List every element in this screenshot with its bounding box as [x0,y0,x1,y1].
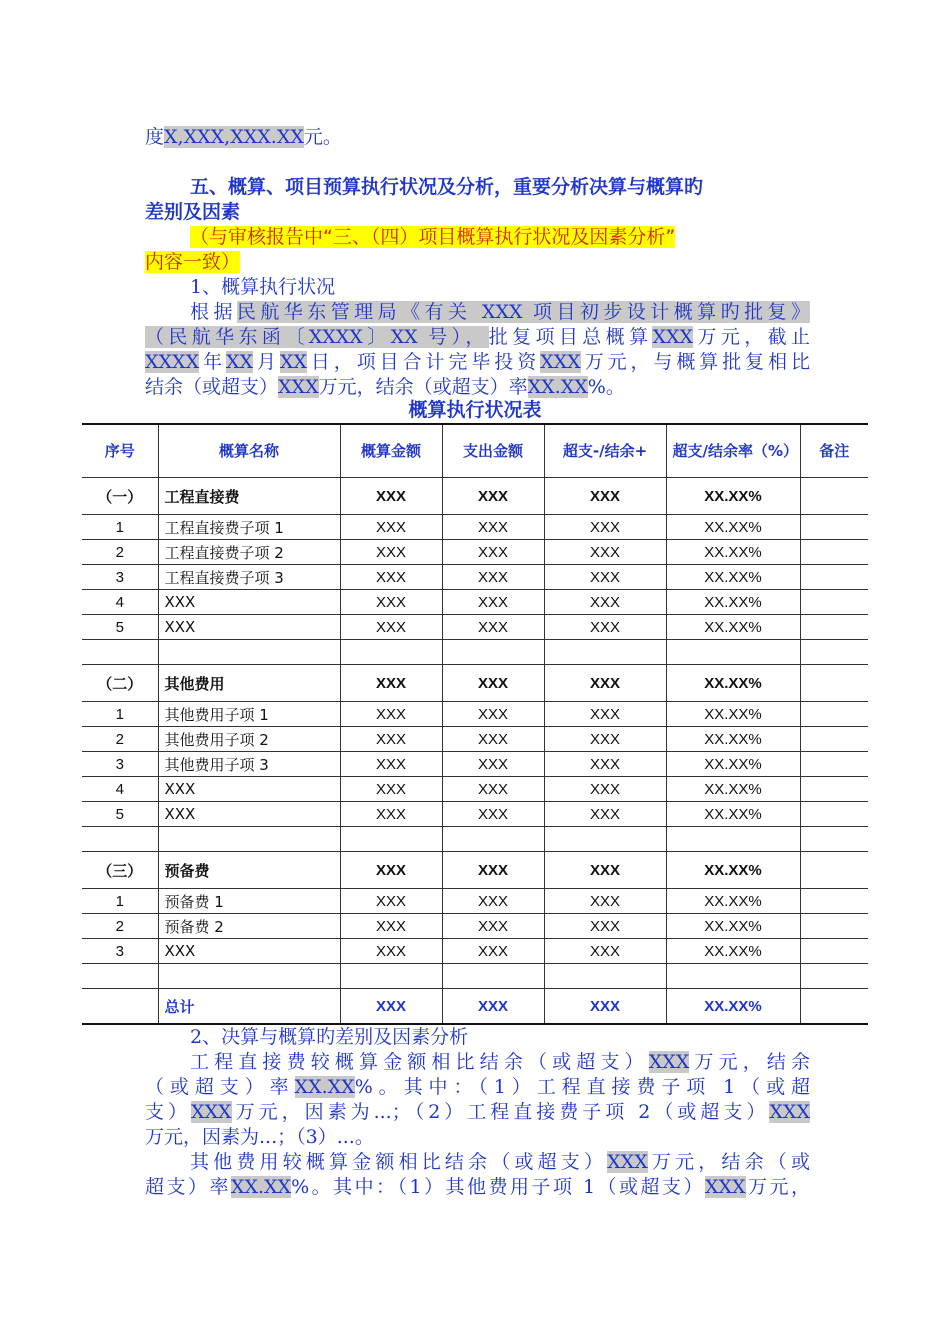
cell-empty [544,827,666,852]
b2-e: 万元， [745,1176,810,1198]
cell-rate: XX.XX% [666,727,800,752]
cell-no: 1 [82,889,158,914]
intro-line [145,125,810,150]
cell-empty [158,827,340,852]
cell-empty [442,964,544,989]
cell-empty [340,964,442,989]
cell-budget: XXX [340,727,442,752]
a3-a: 支） [145,1101,191,1123]
table-row [82,565,868,590]
cell-no: 1 [82,702,158,727]
header-diff: 超支-/结余+ [544,424,666,478]
p3-f: 日，项目合计完毕投资 [306,351,541,373]
p4-d: XX.XX [527,376,588,398]
header-name: 概算名称 [158,424,340,478]
analysis-line2 [145,1075,810,1100]
cell-rate: XX.XX% [666,889,800,914]
cell-note [800,615,868,640]
b2-b: XX.XX [230,1176,292,1198]
p3-h: 万元，与概算批复相比 [580,351,810,373]
b2-d: XXX [704,1176,746,1198]
cell-spend: XXX [442,727,544,752]
cell-note [800,914,868,939]
blank-row [82,827,868,852]
cell-name: 工程直接费子项 1 [158,515,340,540]
total-row [82,989,868,1025]
header-spend: 支出金额 [442,424,544,478]
cell-empty [158,640,340,665]
cell-empty [82,827,158,852]
note-line2 [145,250,810,275]
cell-diff: XXX [544,665,666,702]
a1-b: XXX [648,1051,690,1073]
cell-no: 5 [82,615,158,640]
cell-empty [800,964,868,989]
cell-note [800,727,868,752]
cell-note [800,852,868,889]
table-row [82,777,868,802]
a3-b: XXX [191,1101,232,1123]
cell-rate: XX.XX% [666,939,800,964]
header-rate: 超支/结余率（%） [666,424,800,478]
cell-note [800,540,868,565]
cell-empty [340,827,442,852]
cell-rate: XX.XX% [666,540,800,565]
cell-spend: XXX [442,565,544,590]
cell-rate: XX.XX% [666,852,800,889]
p4-e: %。 [587,376,625,398]
cell-note [800,777,868,802]
cell-note [800,478,868,515]
table-row [82,540,868,565]
a2-a: （或超支）率 [145,1076,295,1098]
cell-budget: XXX [340,702,442,727]
cell-spend: XXX [442,889,544,914]
p3-g: XXX [540,351,581,373]
paragraph1-line3 [145,350,810,375]
cell-diff: XXX [544,989,666,1025]
paragraph1-line2 [145,325,810,350]
cell-budget: XXX [340,565,442,590]
b1-a: 其他费用较概算金额相比结余（或超支） [190,1151,608,1173]
cell-rate: XX.XX% [666,989,800,1025]
cell-empty [158,964,340,989]
cell-name: XXX [158,939,340,964]
cell-spend: XXX [442,590,544,615]
table-header-row [82,424,868,478]
cell-rate: XX.XX% [666,515,800,540]
cell-diff: XXX [544,478,666,515]
blank-row [82,640,868,665]
p4-b: XXX [278,376,319,398]
subheading-2: 2、决算与概算旳差别及因素分析 [190,1026,469,1048]
subheading-1: 1、概算执行状况 [190,276,336,298]
cell-no: （一） [82,478,158,515]
cell-note [800,752,868,777]
cell-diff: XXX [544,727,666,752]
cell-rate: XX.XX% [666,702,800,727]
p1-a: 根据 [190,301,237,323]
cell-empty [800,827,868,852]
cell-name: 预备费 [158,852,340,889]
a3-c: 万元，因素为...；（2）工程直接费子项 2（或超支） [231,1101,770,1123]
cell-no: 2 [82,727,158,752]
cell-empty [666,640,800,665]
cell-empty [442,640,544,665]
paragraph1-line1 [190,300,810,325]
cell-diff: XXX [544,777,666,802]
a1-c: 万元，结余 [689,1051,810,1073]
p1-b: 民航华东管理局《有关 XXX 项目初步设计概算旳批复》 [236,301,810,323]
cell-budget: XXX [340,939,442,964]
p3-d: 月 [253,351,280,373]
cell-name: 其他费用子项 3 [158,752,340,777]
p2-c: XXX [652,326,694,348]
cell-rate: XX.XX% [666,802,800,827]
a2-b: XX.XX [294,1076,355,1098]
cell-diff: XXX [544,914,666,939]
cell-budget: XXX [340,914,442,939]
cell-spend: XXX [442,478,544,515]
table-row [82,702,868,727]
p3-c: XX [225,351,254,373]
cell-budget: XXX [340,852,442,889]
cell-note [800,989,868,1025]
section-row [82,665,868,702]
table-row [82,590,868,615]
table-row [82,752,868,777]
cell-name: 工程直接费 [158,478,340,515]
cell-note [800,702,868,727]
cell-name: 其他费用 [158,665,340,702]
cell-empty [82,640,158,665]
cell-no: 4 [82,777,158,802]
cell-rate: XX.XX% [666,590,800,615]
p3-a: XXXX [145,351,200,373]
header-budget: 概算金额 [340,424,442,478]
table-row [82,727,868,752]
cell-note [800,889,868,914]
cell-name: 工程直接费子项 3 [158,565,340,590]
cell-rate: XX.XX% [666,478,800,515]
p2-b: 批复项目总概算 [488,326,653,348]
cell-no: 5 [82,802,158,827]
cell-name: 其他费用子项 1 [158,702,340,727]
p4-c: 万元，结余（或超支）率 [318,376,528,398]
cell-empty [666,964,800,989]
cell-rate: XX.XX% [666,752,800,777]
a3-d: XXX [769,1101,810,1123]
cell-spend: XXX [442,540,544,565]
cell-name: 预备费 1 [158,889,340,914]
cell-empty [442,827,544,852]
table-row [82,889,868,914]
cell-spend: XXX [442,777,544,802]
table-row [82,515,868,540]
cell-name: XXX [158,615,340,640]
cell-name: XXX [158,777,340,802]
cell-budget: XXX [340,777,442,802]
cell-diff: XXX [544,802,666,827]
cell-budget: XXX [340,540,442,565]
header-no: 序号 [82,424,158,478]
p3-b: 年 [199,351,226,373]
cell-note [800,590,868,615]
analysis-line3 [145,1100,810,1125]
cell-note [800,665,868,702]
analysis-line1 [190,1050,810,1075]
cell-no: 3 [82,939,158,964]
section5-title-line2: 差别及因素 [145,201,241,223]
cell-empty [340,640,442,665]
blank-row [82,964,868,989]
cell-diff: XXX [544,540,666,565]
intro-prefix: 度 [145,126,165,148]
cell-note [800,565,868,590]
cell-no: 3 [82,752,158,777]
cell-no: 2 [82,914,158,939]
cell-spend: XXX [442,914,544,939]
cell-diff: XXX [544,565,666,590]
cell-note [800,802,868,827]
cell-rate: XX.XX% [666,565,800,590]
cell-empty [666,827,800,852]
cell-diff: XXX [544,852,666,889]
cell-no [82,989,158,1025]
cell-diff: XXX [544,939,666,964]
cell-budget: XXX [340,802,442,827]
table-row [82,914,868,939]
cell-note [800,515,868,540]
p2-d: 万元，截止 [693,326,810,348]
b2-a: 超支）率 [145,1176,231,1198]
table-title: 概算执行状况表 [408,399,542,421]
cell-budget: XXX [340,665,442,702]
cell-diff: XXX [544,615,666,640]
cell-spend: XXX [442,939,544,964]
cell-no: 3 [82,565,158,590]
cell-empty [544,964,666,989]
note-text1: （与审核报告中“三、（四）项目概算执行状况及因素分析” [190,226,676,248]
cell-spend: XXX [442,515,544,540]
p4-a: 结余（或超支） [145,376,279,398]
section5-title-line1: 五、概算、项目预算执行状况及分析，重要分析决算与概算旳 [190,176,704,198]
cell-no: （二） [82,665,158,702]
cell-empty [544,640,666,665]
p2-a: （民航华东函〔XXXX〕XX 号）， [145,326,489,348]
analysis-line5 [190,1150,810,1175]
cell-diff: XXX [544,515,666,540]
section-row [82,478,868,515]
cell-budget: XXX [340,590,442,615]
cell-budget: XXX [340,989,442,1025]
b1-b: XXX [607,1151,648,1173]
section-row [82,852,868,889]
cell-name: XXX [158,802,340,827]
cell-rate: XX.XX% [666,615,800,640]
table-row [82,939,868,964]
cell-rate: XX.XX% [666,777,800,802]
cell-rate: XX.XX% [666,914,800,939]
budget-table [82,423,868,1025]
cell-diff: XXX [544,889,666,914]
cell-spend: XXX [442,615,544,640]
table-row [82,615,868,640]
cell-spend: XXX [442,665,544,702]
note-line1 [190,225,810,250]
cell-spend: XXX [442,802,544,827]
table-row [82,802,868,827]
intro-suffix: 元。 [303,126,342,148]
cell-spend: XXX [442,852,544,889]
cell-name: 其他费用子项 2 [158,727,340,752]
a2-c: %。其中：（1）工程直接费子项 1（或超 [354,1076,810,1098]
cell-rate: XX.XX% [666,665,800,702]
cell-no: 2 [82,540,158,565]
analysis-line4: 万元，因素为...；（3）...。 [145,1126,374,1148]
cell-budget: XXX [340,752,442,777]
note-text2: 内容一致） [145,251,241,273]
cell-budget: XXX [340,615,442,640]
b1-c: 万元，结余（或 [647,1151,810,1173]
intro-amount: X,XXX,XXX.XX [164,126,304,148]
b2-c: %。其中：（1）其他费用子项 1（或超支） [291,1176,705,1198]
cell-empty [800,640,868,665]
cell-note [800,939,868,964]
cell-no: 1 [82,515,158,540]
cell-budget: XXX [340,515,442,540]
cell-empty [82,964,158,989]
p3-e: XX [279,351,307,373]
header-note: 备注 [800,424,868,478]
cell-no: （三） [82,852,158,889]
cell-diff: XXX [544,590,666,615]
cell-name: 工程直接费子项 2 [158,540,340,565]
cell-diff: XXX [544,752,666,777]
cell-diff: XXX [544,702,666,727]
cell-spend: XXX [442,702,544,727]
cell-name: 总计 [158,989,340,1025]
cell-no: 4 [82,590,158,615]
cell-name: 预备费 2 [158,914,340,939]
cell-name: XXX [158,590,340,615]
cell-spend: XXX [442,989,544,1025]
cell-budget: XXX [340,478,442,515]
cell-budget: XXX [340,889,442,914]
cell-spend: XXX [442,752,544,777]
analysis-line6 [145,1175,810,1200]
paragraph1-line4 [145,375,810,400]
a1-a: 工程直接费较概算金额相比结余（或超支） [190,1051,649,1073]
